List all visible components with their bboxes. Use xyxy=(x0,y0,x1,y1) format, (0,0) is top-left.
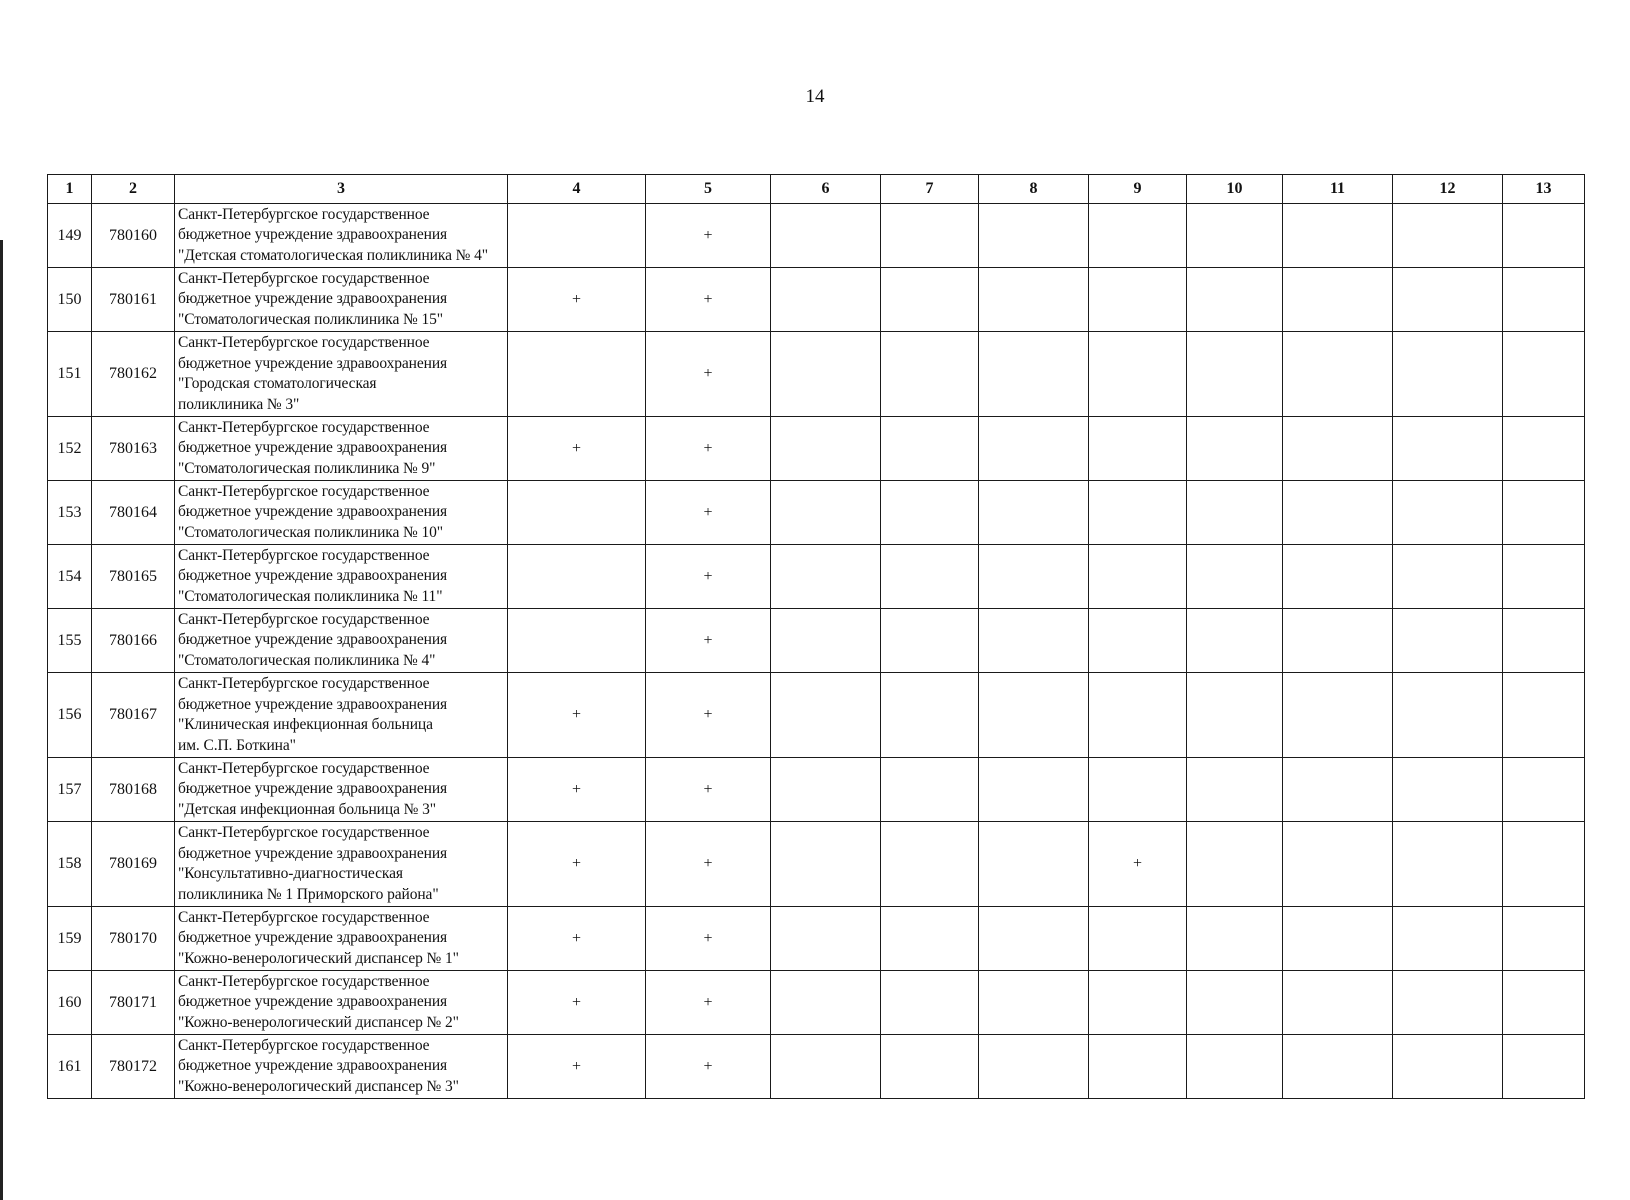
registry-code: 780160 xyxy=(92,204,175,268)
table-row xyxy=(48,481,1585,545)
column-header-9: 9 xyxy=(1089,175,1187,204)
mark-cell-col-9 xyxy=(1089,1035,1187,1099)
institution-name-line: бюджетное учреждение здравоохранения xyxy=(178,780,448,798)
institution-name xyxy=(175,609,508,673)
institution-name xyxy=(175,907,508,971)
institution-name-line: "Детская стоматологическая поликлиника № 4" xyxy=(178,246,488,264)
mark-cell-col-12 xyxy=(1393,822,1503,907)
mark-cell-col-5: + xyxy=(646,204,771,268)
mark-cell-col-6 xyxy=(771,268,881,332)
institution-name-line: бюджетное учреждение здравоохранения xyxy=(178,290,448,308)
mark-cell-col-10 xyxy=(1187,204,1283,268)
mark-cell-col-11 xyxy=(1283,204,1393,268)
mark-cell-col-8 xyxy=(979,758,1089,822)
institution-name-line: Санкт-Петербургское государственное xyxy=(178,908,430,926)
mark-cell-col-11 xyxy=(1283,268,1393,332)
mark-cell-col-5: + xyxy=(646,481,771,545)
mark-cell-col-5: + xyxy=(646,268,771,332)
institution-name-line: Санкт-Петербургское государственное xyxy=(178,610,430,628)
row-number: 150 xyxy=(48,268,92,332)
mark-cell-col-4: + xyxy=(508,758,646,822)
institution-name xyxy=(175,204,508,268)
mark-cell-col-8 xyxy=(979,268,1089,332)
table-row xyxy=(48,758,1585,822)
institution-name-line: "Стоматологическая поликлиника № 15" xyxy=(178,310,444,328)
institution-name-line: Санкт-Петербургское государственное xyxy=(178,482,430,500)
column-header-7: 7 xyxy=(881,175,979,204)
institution-name-line: бюджетное учреждение здравоохранения xyxy=(178,695,448,713)
institution-name-line: Санкт-Петербургское государственное xyxy=(178,759,430,777)
mark-cell-col-7 xyxy=(881,822,979,907)
mark-cell-col-13 xyxy=(1503,1035,1585,1099)
institution-name-line: "Стоматологическая поликлиника № 11" xyxy=(178,587,443,605)
institution-name xyxy=(175,417,508,481)
mark-cell-col-8 xyxy=(979,417,1089,481)
institution-name-line: Санкт-Петербургское государственное xyxy=(178,269,430,287)
institution-name xyxy=(175,758,508,822)
mark-cell-col-7 xyxy=(881,1035,979,1099)
mark-cell-col-12 xyxy=(1393,673,1503,758)
mark-cell-col-8 xyxy=(979,1035,1089,1099)
table-row xyxy=(48,907,1585,971)
mark-cell-col-4 xyxy=(508,481,646,545)
institution-name-line: Санкт-Петербургское государственное xyxy=(178,334,430,351)
registry-code: 780163 xyxy=(92,417,175,481)
mark-cell-col-5: + xyxy=(646,609,771,673)
row-number: 153 xyxy=(48,481,92,545)
mark-cell-col-6 xyxy=(771,1035,881,1099)
mark-cell-col-4: + xyxy=(508,673,646,758)
institution-name xyxy=(175,971,508,1035)
institution-name-line: "Стоматологическая поликлиника № 4" xyxy=(178,651,436,669)
mark-cell-col-7 xyxy=(881,332,979,417)
mark-cell-col-4: + xyxy=(508,822,646,907)
table-row xyxy=(48,417,1585,481)
mark-cell-col-4 xyxy=(508,332,646,417)
mark-cell-col-10 xyxy=(1187,822,1283,907)
institution-name-line: Санкт-Петербургское государственное xyxy=(178,972,430,990)
registry-code: 780168 xyxy=(92,758,175,822)
mark-cell-col-6 xyxy=(771,673,881,758)
column-header-11: 11 xyxy=(1283,175,1393,204)
mark-cell-col-12 xyxy=(1393,204,1503,268)
scan-edge-shadow xyxy=(0,240,3,1200)
mark-cell-col-11 xyxy=(1283,673,1393,758)
mark-cell-col-10 xyxy=(1187,758,1283,822)
column-header-13: 13 xyxy=(1503,175,1585,204)
mark-cell-col-6 xyxy=(771,971,881,1035)
mark-cell-col-4: + xyxy=(508,971,646,1035)
institution-name-line: поликлиника № 1 Приморского района" xyxy=(178,885,439,903)
mark-cell-col-8 xyxy=(979,822,1089,907)
institution-name-line: Санкт-Петербургское государственное xyxy=(178,675,430,692)
institution-name-line: Санкт-Петербургское государственное xyxy=(178,824,430,841)
institution-name-line: Санкт-Петербургское государственное xyxy=(178,205,430,223)
mark-cell-col-5: + xyxy=(646,417,771,481)
table-row xyxy=(48,822,1585,907)
mark-cell-col-9 xyxy=(1089,417,1187,481)
mark-cell-col-5: + xyxy=(646,907,771,971)
row-number: 156 xyxy=(48,673,92,758)
institution-name xyxy=(175,268,508,332)
mark-cell-col-10 xyxy=(1187,907,1283,971)
mark-cell-col-11 xyxy=(1283,332,1393,417)
mark-cell-col-12 xyxy=(1393,545,1503,609)
mark-cell-col-4: + xyxy=(508,268,646,332)
mark-cell-col-7 xyxy=(881,609,979,673)
mark-cell-col-9 xyxy=(1089,971,1187,1035)
registry-code: 780165 xyxy=(92,545,175,609)
mark-cell-col-7 xyxy=(881,481,979,545)
mark-cell-col-13 xyxy=(1503,673,1585,758)
mark-cell-col-11 xyxy=(1283,481,1393,545)
registry-code: 780172 xyxy=(92,1035,175,1099)
mark-cell-col-8 xyxy=(979,907,1089,971)
mark-cell-col-13 xyxy=(1503,204,1585,268)
mark-cell-col-12 xyxy=(1393,417,1503,481)
mark-cell-col-6 xyxy=(771,417,881,481)
institution-name xyxy=(175,481,508,545)
institution-name-line: им. С.П. Боткина" xyxy=(178,736,296,754)
header-row xyxy=(48,175,1585,204)
institution-name-line: бюджетное учреждение здравоохранения xyxy=(178,439,448,457)
mark-cell-col-8 xyxy=(979,971,1089,1035)
mark-cell-col-11 xyxy=(1283,545,1393,609)
mark-cell-col-11 xyxy=(1283,822,1393,907)
mark-cell-col-13 xyxy=(1503,609,1585,673)
institution-name-line: "Консультативно-диагностическая xyxy=(178,865,403,882)
mark-cell-col-4: + xyxy=(508,1035,646,1099)
institution-name-line: бюджетное учреждение здравоохранения xyxy=(178,993,448,1011)
mark-cell-col-8 xyxy=(979,332,1089,417)
institution-name-line: "Кожно-венерологический диспансер № 3" xyxy=(178,1077,459,1095)
mark-cell-col-12 xyxy=(1393,971,1503,1035)
registry-code: 780166 xyxy=(92,609,175,673)
mark-cell-col-4: + xyxy=(508,417,646,481)
column-header-8: 8 xyxy=(979,175,1089,204)
mark-cell-col-12 xyxy=(1393,481,1503,545)
mark-cell-col-13 xyxy=(1503,417,1585,481)
institution-name-line: "Стоматологическая поликлиника № 10" xyxy=(178,523,444,541)
registry-code: 780164 xyxy=(92,481,175,545)
institution-name-line: "Детская инфекционная больница № 3" xyxy=(178,800,436,818)
row-number: 157 xyxy=(48,758,92,822)
mark-cell-col-10 xyxy=(1187,673,1283,758)
mark-cell-col-7 xyxy=(881,758,979,822)
registry-code: 780171 xyxy=(92,971,175,1035)
mark-cell-col-9 xyxy=(1089,609,1187,673)
mark-cell-col-12 xyxy=(1393,332,1503,417)
institution-name xyxy=(175,332,508,417)
mark-cell-col-9 xyxy=(1089,907,1187,971)
institution-name-line: бюджетное учреждение здравоохранения xyxy=(178,844,448,862)
registry-code: 780162 xyxy=(92,332,175,417)
table-row xyxy=(48,204,1585,268)
row-number: 160 xyxy=(48,971,92,1035)
mark-cell-col-11 xyxy=(1283,758,1393,822)
mark-cell-col-12 xyxy=(1393,758,1503,822)
mark-cell-col-6 xyxy=(771,481,881,545)
column-header-10: 10 xyxy=(1187,175,1283,204)
institution-name-line: бюджетное учреждение здравоохранения xyxy=(178,929,448,947)
mark-cell-col-7 xyxy=(881,673,979,758)
institution-name-line: бюджетное учреждение здравоохранения xyxy=(178,503,448,521)
mark-cell-col-9 xyxy=(1089,268,1187,332)
mark-cell-col-7 xyxy=(881,971,979,1035)
column-header-1: 1 xyxy=(48,175,92,204)
mark-cell-col-13 xyxy=(1503,332,1585,417)
mark-cell-col-10 xyxy=(1187,1035,1283,1099)
mark-cell-col-13 xyxy=(1503,758,1585,822)
mark-cell-col-6 xyxy=(771,204,881,268)
mark-cell-col-12 xyxy=(1393,268,1503,332)
institution-name-line: бюджетное учреждение здравоохранения xyxy=(178,354,448,372)
mark-cell-col-9: + xyxy=(1089,822,1187,907)
institution-name xyxy=(175,1035,508,1099)
table-row xyxy=(48,332,1585,417)
page-number: 14 xyxy=(805,86,825,107)
row-number: 161 xyxy=(48,1035,92,1099)
row-number: 154 xyxy=(48,545,92,609)
mark-cell-col-10 xyxy=(1187,417,1283,481)
mark-cell-col-10 xyxy=(1187,481,1283,545)
mark-cell-col-4 xyxy=(508,545,646,609)
mark-cell-col-11 xyxy=(1283,1035,1393,1099)
mark-cell-col-5: + xyxy=(646,822,771,907)
mark-cell-col-13 xyxy=(1503,268,1585,332)
mark-cell-col-5: + xyxy=(646,971,771,1035)
column-header-12: 12 xyxy=(1393,175,1503,204)
mark-cell-col-4 xyxy=(508,609,646,673)
registry-code: 780170 xyxy=(92,907,175,971)
row-number: 159 xyxy=(48,907,92,971)
mark-cell-col-9 xyxy=(1089,758,1187,822)
registry-code: 780167 xyxy=(92,673,175,758)
mark-cell-col-7 xyxy=(881,545,979,609)
table-row xyxy=(48,1035,1585,1099)
mark-cell-col-13 xyxy=(1503,545,1585,609)
column-header-5: 5 xyxy=(646,175,771,204)
mark-cell-col-4 xyxy=(508,204,646,268)
mark-cell-col-11 xyxy=(1283,417,1393,481)
mark-cell-col-11 xyxy=(1283,609,1393,673)
institution-name xyxy=(175,673,508,758)
mark-cell-col-12 xyxy=(1393,1035,1503,1099)
row-number: 155 xyxy=(48,609,92,673)
mark-cell-col-5: + xyxy=(646,1035,771,1099)
institution-name-line: Санкт-Петербургское государственное xyxy=(178,546,430,564)
mark-cell-col-12 xyxy=(1393,609,1503,673)
mark-cell-col-12 xyxy=(1393,907,1503,971)
mark-cell-col-9 xyxy=(1089,481,1187,545)
mark-cell-col-7 xyxy=(881,204,979,268)
mark-cell-col-10 xyxy=(1187,609,1283,673)
institution-name-line: "Городская стоматологическая xyxy=(178,375,377,392)
mark-cell-col-7 xyxy=(881,907,979,971)
institution-name-line: бюджетное учреждение здравоохранения xyxy=(178,567,448,585)
mark-cell-col-5: + xyxy=(646,332,771,417)
mark-cell-col-10 xyxy=(1187,545,1283,609)
row-number: 158 xyxy=(48,822,92,907)
mark-cell-col-7 xyxy=(881,268,979,332)
mark-cell-col-5: + xyxy=(646,758,771,822)
table-row xyxy=(48,609,1585,673)
table-row xyxy=(48,673,1585,758)
mark-cell-col-10 xyxy=(1187,268,1283,332)
mark-cell-col-8 xyxy=(979,545,1089,609)
mark-cell-col-13 xyxy=(1503,822,1585,907)
row-number: 151 xyxy=(48,332,92,417)
institution-name-line: Санкт-Петербургское государственное xyxy=(178,418,430,436)
registry-table xyxy=(47,174,1585,1099)
institution-name-line: бюджетное учреждение здравоохранения xyxy=(178,631,448,649)
mark-cell-col-5: + xyxy=(646,545,771,609)
institution-name xyxy=(175,545,508,609)
mark-cell-col-6 xyxy=(771,822,881,907)
registry-code: 780161 xyxy=(92,268,175,332)
institution-name-line: поликлиника № 3" xyxy=(178,395,300,413)
mark-cell-col-5: + xyxy=(646,673,771,758)
mark-cell-col-9 xyxy=(1089,673,1187,758)
column-header-6: 6 xyxy=(771,175,881,204)
institution-name-line: "Клиническая инфекционная больница xyxy=(178,716,433,733)
column-header-3: 3 xyxy=(175,175,508,204)
mark-cell-col-8 xyxy=(979,673,1089,758)
mark-cell-col-11 xyxy=(1283,907,1393,971)
mark-cell-col-13 xyxy=(1503,481,1585,545)
row-number: 149 xyxy=(48,204,92,268)
column-header-4: 4 xyxy=(508,175,646,204)
mark-cell-col-8 xyxy=(979,204,1089,268)
institution-name-line: "Стоматологическая поликлиника № 9" xyxy=(178,459,436,477)
mark-cell-col-6 xyxy=(771,758,881,822)
mark-cell-col-9 xyxy=(1089,332,1187,417)
institution-name xyxy=(175,822,508,907)
institution-name-line: "Кожно-венерологический диспансер № 2" xyxy=(178,1013,459,1031)
table-body xyxy=(48,204,1585,1099)
mark-cell-col-7 xyxy=(881,417,979,481)
mark-cell-col-9 xyxy=(1089,545,1187,609)
mark-cell-col-4: + xyxy=(508,907,646,971)
institution-name-line: бюджетное учреждение здравоохранения xyxy=(178,1057,448,1075)
column-header-2: 2 xyxy=(92,175,175,204)
mark-cell-col-10 xyxy=(1187,971,1283,1035)
mark-cell-col-13 xyxy=(1503,907,1585,971)
mark-cell-col-6 xyxy=(771,907,881,971)
institution-name-line: бюджетное учреждение здравоохранения xyxy=(178,226,448,244)
table-row xyxy=(48,268,1585,332)
table-row xyxy=(48,545,1585,609)
mark-cell-col-8 xyxy=(979,481,1089,545)
mark-cell-col-6 xyxy=(771,332,881,417)
institution-name-line: Санкт-Петербургское государственное xyxy=(178,1036,430,1054)
mark-cell-col-8 xyxy=(979,609,1089,673)
mark-cell-col-11 xyxy=(1283,971,1393,1035)
mark-cell-col-9 xyxy=(1089,204,1187,268)
registry-code: 780169 xyxy=(92,822,175,907)
mark-cell-col-6 xyxy=(771,609,881,673)
mark-cell-col-10 xyxy=(1187,332,1283,417)
table-row xyxy=(48,971,1585,1035)
row-number: 152 xyxy=(48,417,92,481)
mark-cell-col-6 xyxy=(771,545,881,609)
mark-cell-col-13 xyxy=(1503,971,1585,1035)
institution-name-line: "Кожно-венерологический диспансер № 1" xyxy=(178,949,459,967)
